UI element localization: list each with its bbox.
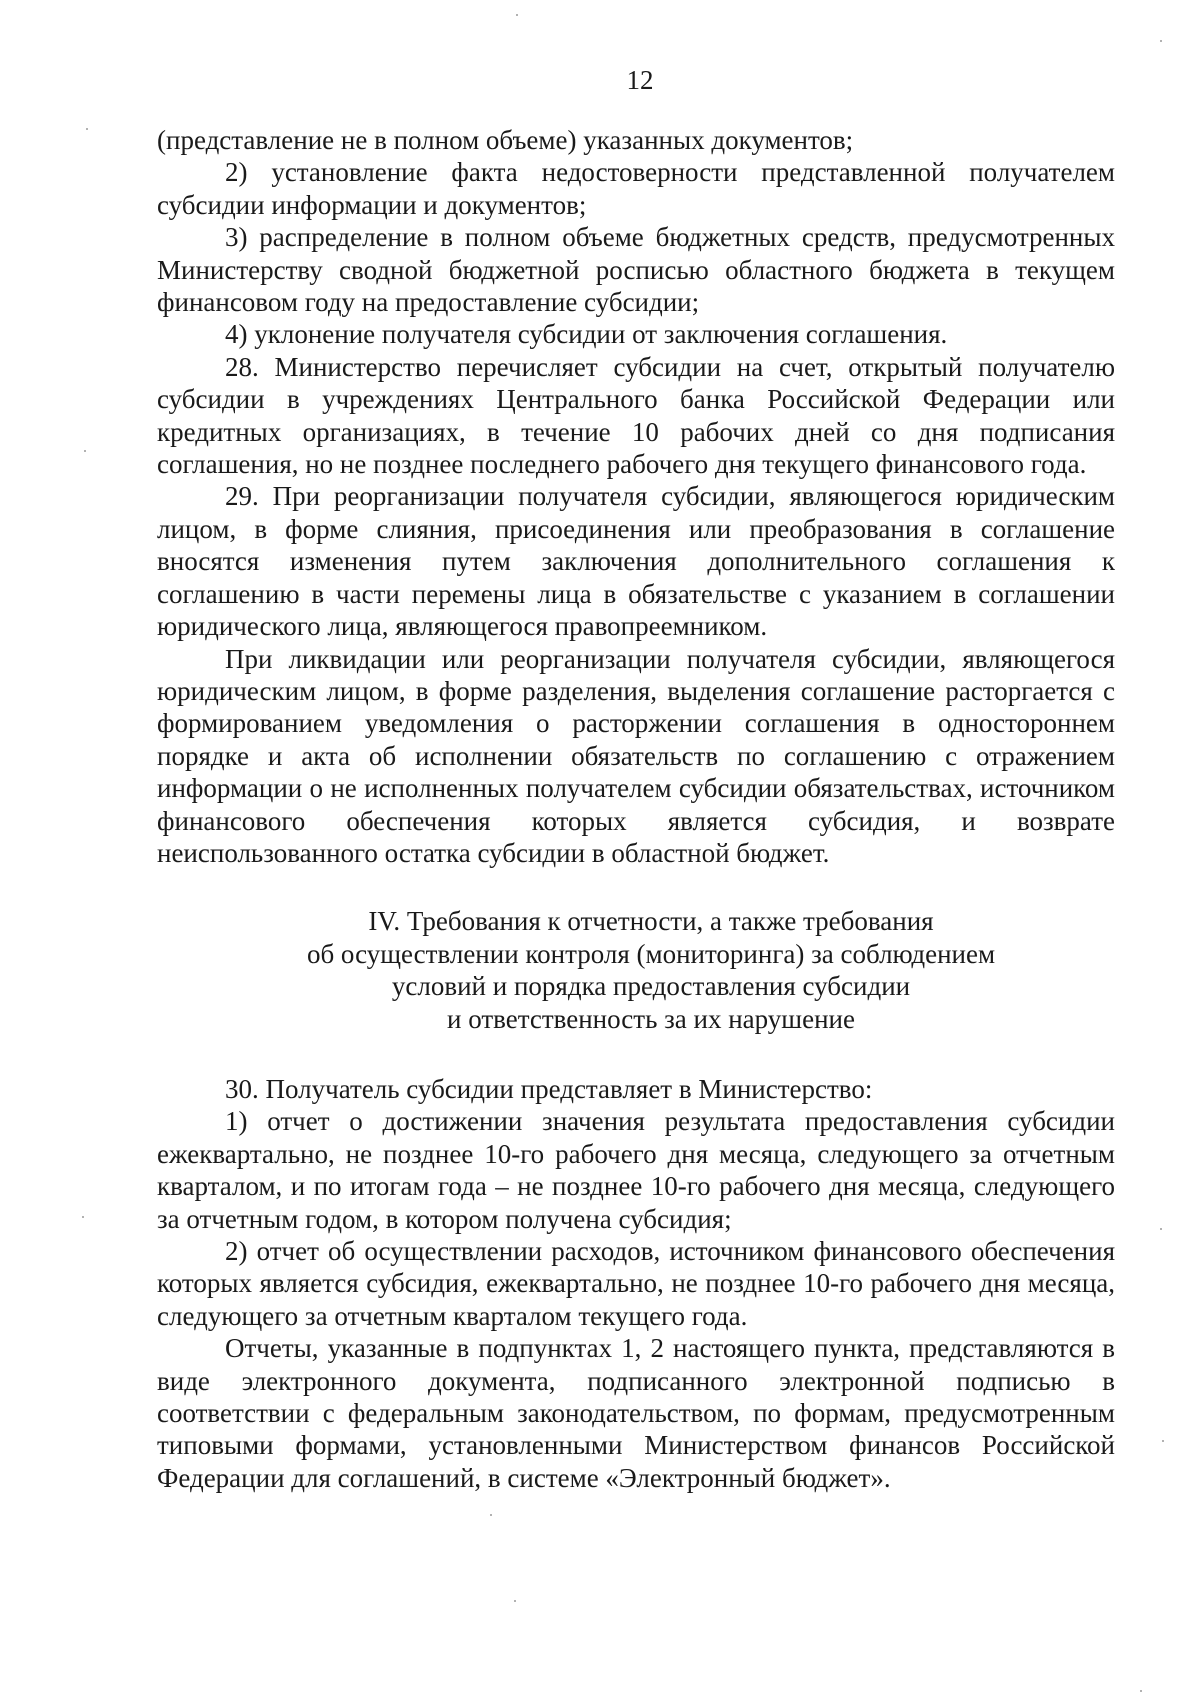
paragraph-item-2: 2) установление факта недостоверности представленной получателем субсидии информации и документов; (157, 157, 1115, 220)
section-heading (157, 905, 1115, 1035)
paragraph-item-3: 3) распределение в полном объеме бюджетных средств, предусмотренных Министерству сводной бюджетной росписью областного бюджета в текущем финансовом году на предоставление субсидии; (157, 222, 1115, 318)
paragraph-30-item-2: 2) отчет об осуществлении расходов, источником финансового обеспечения которых является субсидия, ежеквартально, не позднее 10-го рабочего дня месяца, следующего за отчетным кварталом текущего года. (157, 1236, 1115, 1331)
scan-speck (86, 128, 88, 130)
section-heading-line: об осуществлении контроля (мониторинга) за соблюдением (306, 938, 996, 969)
document-body (157, 124, 1115, 1494)
scan-speck (516, 14, 518, 16)
section-heading-line: и ответственность за их нарушение (447, 1003, 855, 1034)
scan-speck (514, 1600, 516, 1602)
scan-speck (84, 450, 86, 452)
paragraph-continuation: (представление не в полном объеме) указанных документов; (157, 125, 854, 155)
scan-speck (1162, 1440, 1164, 1442)
page-number: 12 (626, 65, 654, 95)
scan-speck (1160, 40, 1162, 42)
scan-speck (1160, 1228, 1162, 1230)
paragraph-29: 29. При реорганизации получателя субсидии, являющегося юридическим лицом, в форме слияния, присоединения или преобразования в соглашение вносятся изменения путем заключения дополнительного соглашения к соглашению в части перемены лица в обязательстве с указанием в соглашении юридического лица, являющегося правопреемником. (157, 481, 1115, 642)
paragraph-30-reports: Отчеты, указанные в подпунктах 1, 2 настоящего пункта, представляются в виде электронного документа, подписанного электронной подписью в соответствии с федеральным законодательством, по формам, предусмотренным типовыми формами, установленными Министерством финансов Российской Федерации для соглашений, в системе «Электронный бюджет». (157, 1333, 1115, 1493)
paragraph-29-liquidation: При ликвидации или реорганизации получателя субсидии, являющегося юридическим лицом, в форме разделения, выделения соглашение расторгается с формированием уведомления о расторжении соглашения в одностороннем порядке и акта об исполнении обязательств по соглашению с отражением информации о не исполненных получателем субсидии обязательствах, источником финансового обеспечения которых является субсидия, и возврате неиспользованного остатка субсидии в областной бюджет. (157, 643, 1115, 868)
paragraph-item-4: 4) уклонение получателя субсидии от заключения соглашения. (225, 319, 948, 350)
scan-speck (1140, 1690, 1142, 1692)
paragraph-28: 28. Министерство перечисляет субсидии на счет, открытый получателю субсидии в учреждениях Центрального банка Российской Федерации или кредитных организациях, в течение 10 рабочих дней со дня подписания соглашения, но не позднее последнего рабочего дня текущего финансового года. (157, 351, 1115, 480)
paragraph-30-item-1: 1) отчет о достижении значения результата предоставления субсидии ежеквартально, не позднее 10-го рабочего дня месяца, следующего за отчетным кварталом, и по итогам года – не позднее 10-го рабочего дня месяца, следующего за отчетным годом, в котором получена субсидия; (157, 1106, 1115, 1234)
section-heading-line: IV. Требования к отчетности, а также требования (368, 906, 934, 937)
scan-speck (82, 1216, 84, 1218)
scan-speck (490, 1514, 492, 1516)
section-heading-line: условий и порядка предоставления субсидии (391, 971, 911, 1002)
paragraph-30: 30. Получатель субсидии представляет в Министерство: (225, 1073, 873, 1104)
